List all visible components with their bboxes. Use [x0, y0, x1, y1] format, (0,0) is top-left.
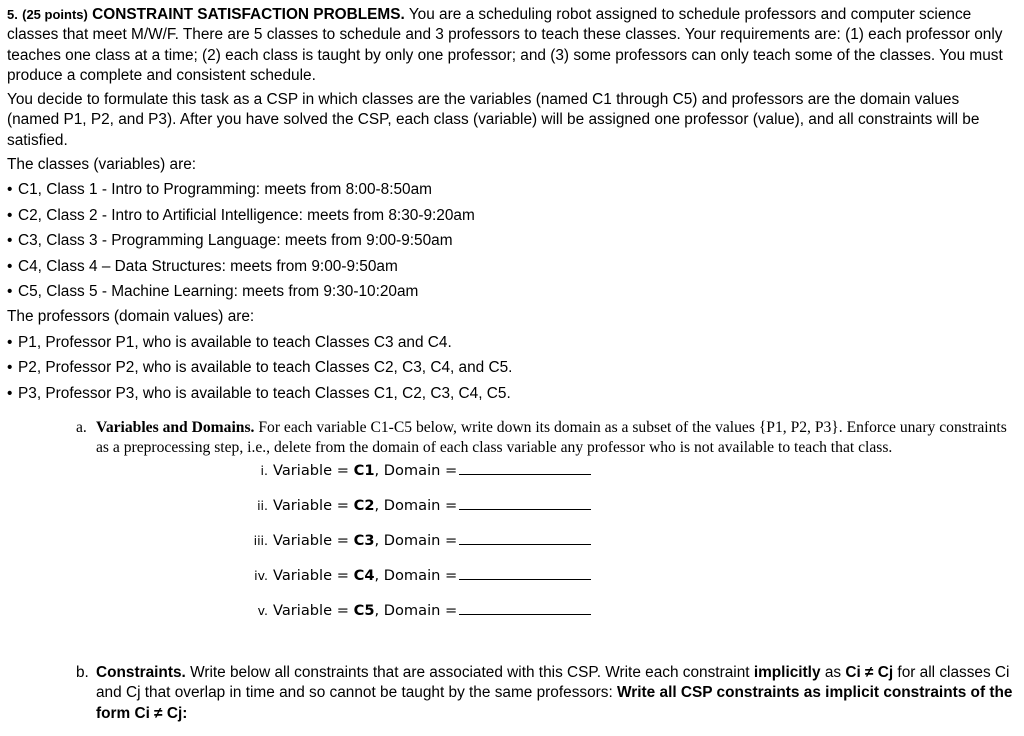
- part-b: [76, 663, 1020, 724]
- domain-label: , Domain =: [374, 532, 458, 549]
- variable-name: C2: [353, 497, 375, 514]
- formulation-paragraph: [7, 90, 1015, 151]
- variable-name: C5: [353, 602, 375, 619]
- bullet-icon: •: [7, 334, 13, 351]
- implicitly-word: implicitly: [753, 664, 821, 681]
- variable-label: Variable =: [273, 602, 349, 619]
- class-item-text: C2, Class 2 - Intro to Artificial Intelligence: meets from 8:30-9:20am: [18, 207, 475, 224]
- class-item-text: C1, Class 1 - Intro to Programming: meets from 8:00-8:50am: [18, 181, 432, 198]
- variable-name: C4: [353, 567, 375, 584]
- part-a-title: Variables and Domains.: [96, 419, 255, 436]
- domain-answer-blank[interactable]: [459, 459, 591, 475]
- bullet-icon: •: [7, 385, 13, 402]
- variable-label: Variable =: [273, 497, 349, 514]
- row-numeral: iii.: [253, 533, 268, 548]
- row-numeral: v.: [257, 603, 268, 618]
- problem-intro: [7, 5, 1015, 86]
- variable-name: C1: [353, 462, 375, 479]
- problem-intro-text: You are a scheduling robot assigned to schedule professors and computer science classes that meet M/W/F. There are 5 classes to schedule and 3 professors to teach these classes. Your requirements are: (1) each professor only teaches one class at a time; (2) each class is taught by only one professor; and (3) some professors can only teach some of the classes. You must produce a complete and consistent schedule.: [7, 6, 1003, 84]
- domain-answer-blank[interactable]: [459, 599, 591, 615]
- domain-row-c5: [248, 599, 591, 621]
- list-item: [7, 358, 512, 378]
- list-item: [7, 231, 453, 251]
- domain-answer-blank[interactable]: [459, 564, 591, 580]
- class-item-text: C3, Class 3 - Programming Language: meets from 9:00-9:50am: [18, 232, 453, 249]
- part-b-instruction: Write all CSP constraints as implicit constraints of the form Ci ≠ Cj:: [96, 684, 1013, 722]
- list-item: [7, 384, 511, 404]
- class-item-text: C4, Class 4 – Data Structures: meets from 9:00-9:50am: [18, 258, 398, 275]
- part-a-marker: a.: [76, 419, 87, 436]
- part-b-text: Write below all constraints that are associated with this CSP. Write each constraint: [190, 664, 750, 681]
- classes-heading: The classes (variables) are:: [7, 156, 197, 173]
- as-word: as: [824, 664, 842, 681]
- variable-name: C3: [353, 532, 375, 549]
- list-item: [7, 282, 418, 302]
- class-item-text: C5, Class 5 - Machine Learning: meets from 9:30-10:20am: [18, 283, 419, 300]
- list-item: [7, 257, 398, 277]
- list-item: [7, 333, 452, 353]
- row-numeral: ii.: [257, 498, 268, 513]
- bullet-icon: •: [7, 207, 13, 224]
- variable-label: Variable =: [273, 567, 349, 584]
- part-a-text: For each variable C1-C5 below, write down its domain as a subset of the values {P1, P2, P3}. Enforce unary constraints as a preprocessing step, i.e., delete from the domain of each class variable any professor who is not available to teach that class.: [96, 419, 1007, 456]
- bullet-icon: •: [7, 232, 13, 249]
- variable-label: Variable =: [273, 532, 349, 549]
- domain-label: , Domain =: [374, 602, 458, 619]
- problem-points: (25 points): [22, 7, 88, 22]
- formulation-text: You decide to formulate this task as a CSP in which classes are the variables (named C1 through C5) and professors are the domain values (named P1, P2, and P3). After you have solved the CSP, each class (variable) will be assigned one professor (value), and all constraints will be satisfied.: [7, 91, 980, 149]
- bullet-icon: •: [7, 283, 13, 300]
- domain-row-c1: [248, 459, 591, 481]
- domain-label: , Domain =: [374, 497, 458, 514]
- domain-row-c2: [248, 494, 591, 516]
- domain-label: , Domain =: [374, 462, 458, 479]
- bullet-icon: •: [7, 258, 13, 275]
- professor-item-text: P2, Professor P2, who is available to teach Classes C2, C3, C4, and C5.: [18, 359, 513, 376]
- problem-title: CONSTRAINT SATISFACTION PROBLEMS.: [92, 6, 405, 23]
- professor-item-text: P3, Professor P3, who is available to teach Classes C1, C2, C3, C4, C5.: [18, 385, 511, 402]
- row-numeral: i.: [260, 463, 268, 478]
- domain-answer-blank[interactable]: [459, 529, 591, 545]
- constraint-form: Ci ≠ Cj: [845, 664, 894, 681]
- part-b-marker: b.: [76, 664, 89, 681]
- part-a: [76, 418, 1020, 458]
- part-b-text-2: for all classes Ci and Cj that overlap in time and so cannot be taught by the same professors:: [96, 664, 1010, 702]
- professors-heading: The professors (domain values) are:: [7, 308, 255, 325]
- variable-label: Variable =: [273, 462, 349, 479]
- part-b-title: Constraints.: [96, 664, 186, 681]
- domain-answer-blank[interactable]: [459, 494, 591, 510]
- list-item: [7, 206, 475, 226]
- problem-number: 5.: [7, 7, 18, 22]
- bullet-icon: •: [7, 181, 13, 198]
- row-numeral: iv.: [254, 568, 268, 583]
- professor-item-text: P1, Professor P1, who is available to teach Classes C3 and C4.: [18, 334, 452, 351]
- domain-row-c4: [248, 564, 591, 586]
- list-item: [7, 180, 432, 200]
- bullet-icon: •: [7, 359, 13, 376]
- domain-row-c3: [248, 529, 591, 551]
- domain-label: , Domain =: [374, 567, 458, 584]
